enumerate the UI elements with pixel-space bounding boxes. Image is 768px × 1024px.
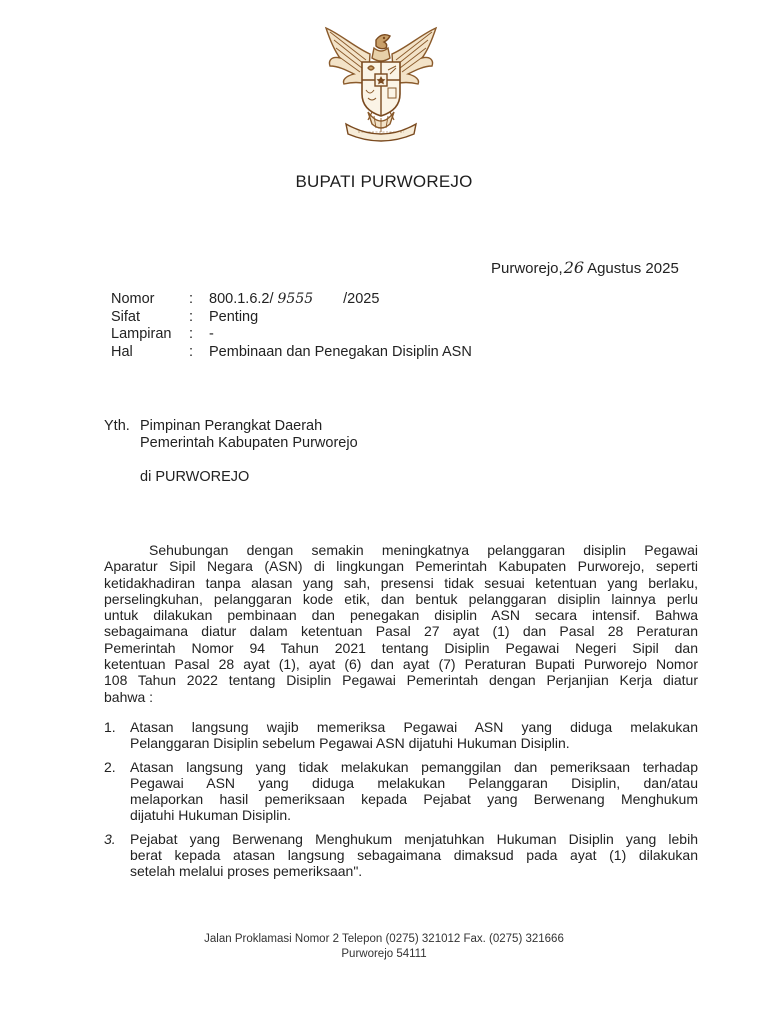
- body-paragraph: [104, 542, 698, 705]
- list-item-line: Pejabat yang Berwenang Menghukum menjatuhkan Hukuman Disiplin yang lebih: [130, 830, 698, 847]
- list-item-line: dijatuhi Hukuman Disiplin.: [130, 807, 292, 824]
- paragraph-line: sebagaimana diatur dalam ketentuan Pasal 27 ayat (1) dan Pasal 28 Peraturan: [104, 623, 698, 640]
- addressee-place: di PURWOREJO: [140, 469, 250, 485]
- date-place: Purworejo,: [491, 260, 563, 277]
- meta-value: Pembinaan dan Penegakan Disiplin ASN: [209, 343, 472, 360]
- letter-title: BUPATI PURWOREJO: [295, 172, 473, 191]
- paragraph-line: ketentuan Pasal 28 ayat (1), ayat (6) dan ayat (7) Peraturan Bupati Purworejo Nomor: [104, 656, 698, 673]
- paragraph-line: Pemerintah Nomor 94 Tahun 2021 tentang Disiplin Pegawai Negeri Sipil dan: [104, 639, 698, 656]
- meta-row-lampiran: [111, 326, 472, 344]
- meta-label: Lampiran: [111, 326, 172, 342]
- addressee-line-1: Pimpinan Perangkat Daerah: [140, 418, 323, 434]
- meta-colon: :: [189, 343, 194, 360]
- list-item: [104, 759, 698, 824]
- meta-label: Nomor: [111, 291, 155, 307]
- addressee-row: [104, 435, 358, 452]
- list-item: [104, 831, 698, 880]
- footer-address: Jalan Proklamasi Nomor 2 Telepon (0275) 321012 Fax. (0275) 321666: [204, 933, 564, 945]
- addressee-row: [104, 418, 358, 435]
- list-item-line: melaporkan hasil pemeriksaan kepada Pejabat yang Berwenang Menghukum: [130, 791, 698, 808]
- paragraph-line: Sehubungan dengan semakin meningkatnya pelanggaran disiplin Pegawai: [149, 542, 698, 558]
- list-item-number: 3.: [104, 830, 116, 847]
- meta-row-sifat: [111, 309, 472, 327]
- date-day-handwritten: 26: [563, 258, 585, 277]
- list-item-line: berat kepada atasan langsung sebagaimana dimaksud pada ayat (1) dilakukan: [130, 847, 698, 864]
- numbered-list: [104, 719, 698, 887]
- footer-city: Purworejo 54111: [341, 948, 427, 960]
- list-item-line: Pelanggaran Disiplin sebelum Pegawai ASN dijatuhi Hukuman Disiplin.: [130, 735, 570, 752]
- paragraph-line: ketidakhadiran tanpa alasan yang sah, presensi tidak sesuai ketentuan yang berlaku,: [104, 574, 698, 591]
- meta-value: Penting: [209, 308, 259, 325]
- meta-colon: :: [189, 291, 194, 307]
- meta-label: Sifat: [111, 308, 141, 325]
- list-item-text: [130, 759, 698, 824]
- meta-row-hal: [111, 344, 472, 362]
- paragraph-line: Aparatur Sipil Negara (ASN) di lingkungan Pemerintah Kabupaten Purworejo, seperti: [104, 558, 698, 575]
- addressee-yth: Yth.: [104, 418, 130, 434]
- garuda-emblem-icon: [318, 20, 444, 144]
- paragraph-line: bahwa :: [104, 688, 154, 705]
- letter-footer: [0, 932, 768, 962]
- addressee-block: [104, 418, 358, 486]
- letter-meta: [111, 291, 472, 361]
- date-month-year: Agustus 2025: [587, 260, 679, 277]
- meta-colon: :: [189, 326, 194, 342]
- list-item-line: setelah melalui proses pemeriksaan".: [130, 863, 363, 880]
- list-item-line: Pegawai ASN yang diduga melakukan Pelanggaran Disiplin, dan/atau: [130, 774, 698, 791]
- list-item-text: [130, 719, 698, 752]
- meta-colon: :: [189, 308, 194, 325]
- meta-value: -: [209, 326, 214, 342]
- meta-value-suffix: /2025: [343, 291, 380, 307]
- addressee-line-2: Pemerintah Kabupaten Purworejo: [140, 435, 358, 451]
- letter-date: [491, 258, 679, 277]
- list-item-number: 1.: [104, 719, 116, 735]
- list-item-number: 2.: [104, 758, 116, 775]
- meta-label: Hal: [111, 343, 133, 360]
- meta-value-handwritten: 9555: [277, 291, 314, 307]
- paragraph-line: perselingkuhan, pelanggaran kode etik, dan bentuk pelanggaran disiplin lainnya perlu: [104, 590, 698, 607]
- paragraph-line: 108 Tahun 2022 tentang Disiplin Pegawai Pemerintah dengan Perjanjian Kerja diatur: [104, 672, 698, 689]
- list-item: [104, 719, 698, 752]
- meta-row-nomor: [111, 291, 472, 309]
- list-item-line: Atasan langsung wajib memeriksa Pegawai ASN yang diduga melakukan: [130, 719, 698, 735]
- meta-value-prefix: 800.1.6.2/: [209, 291, 274, 307]
- list-item-line: Atasan langsung yang tidak melakukan pemanggilan dan pemeriksaan terhadap: [130, 758, 698, 775]
- list-item-text: [130, 831, 698, 880]
- paragraph-line: untuk dilakukan pembinaan dan penegakan disiplin ASN secara intensif. Bahwa: [104, 607, 698, 624]
